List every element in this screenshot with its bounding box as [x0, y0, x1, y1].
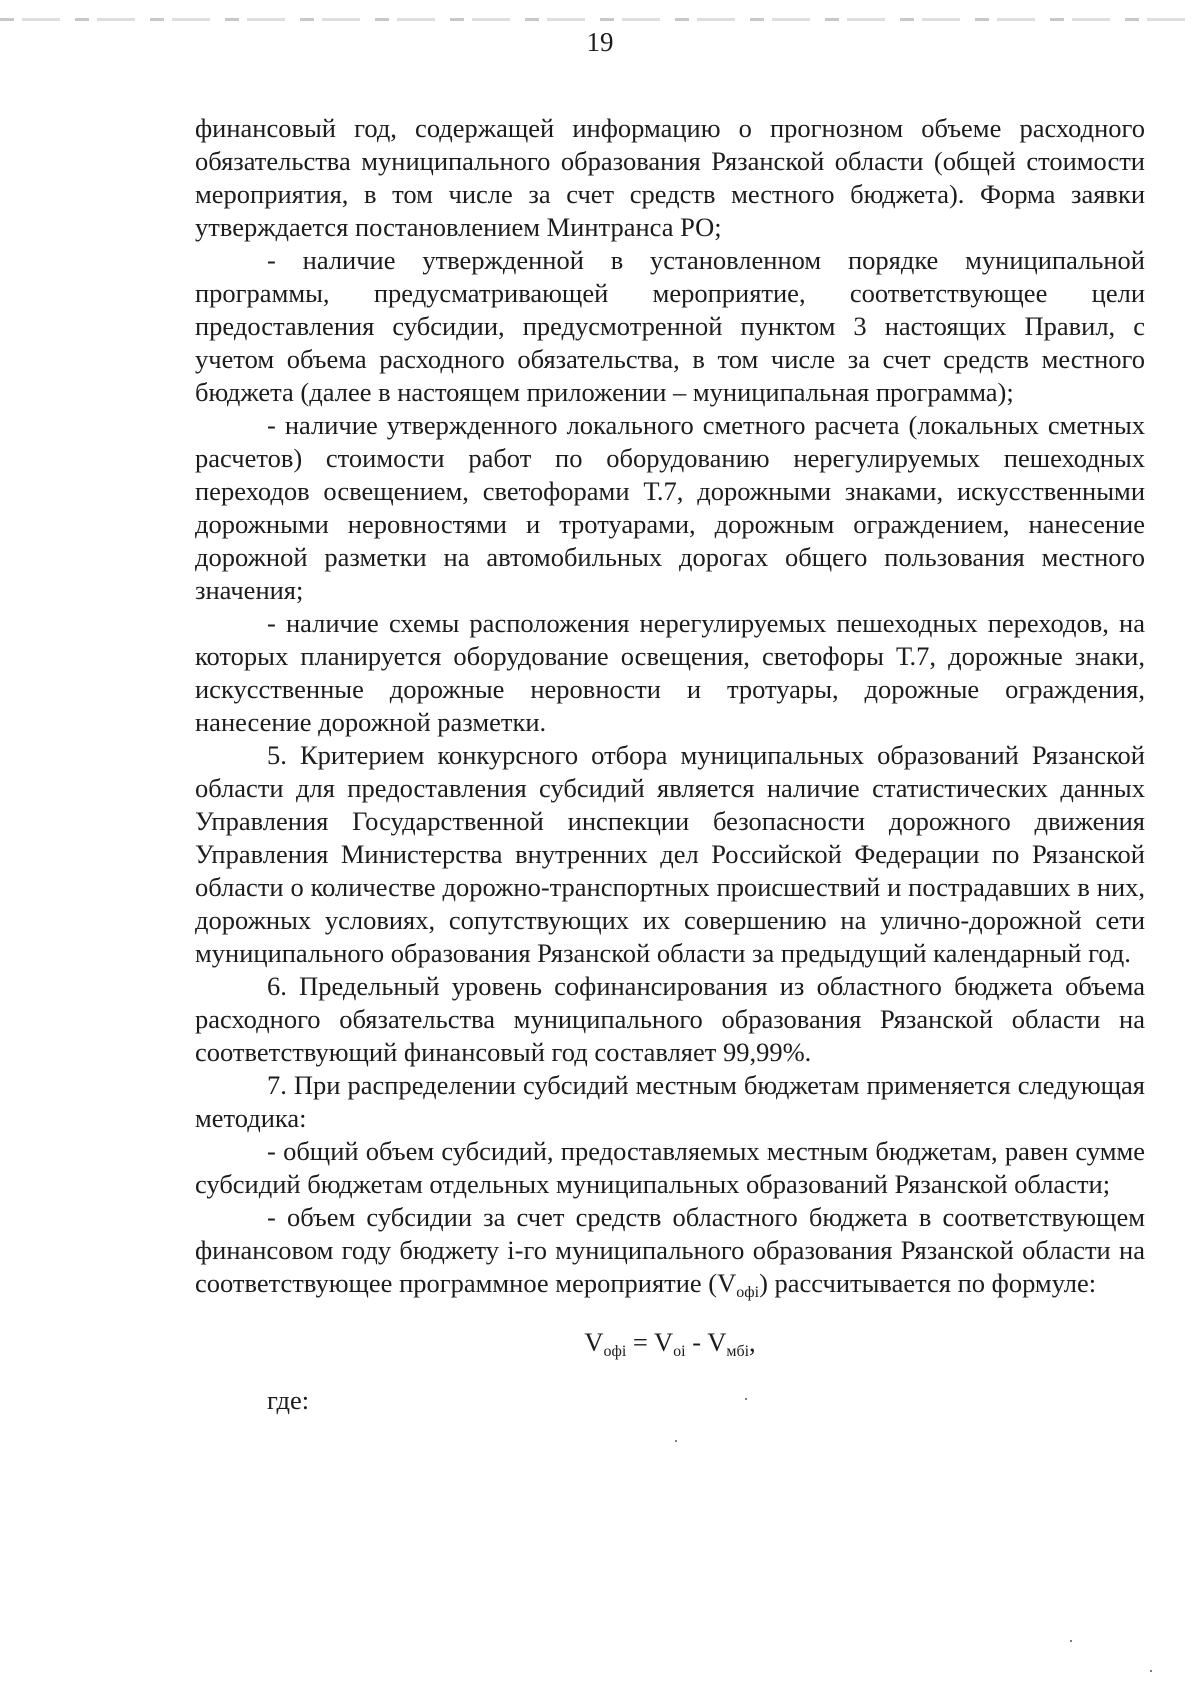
paragraph-crossing-scheme: - наличие схемы расположения нерегулируемых пешеходных переходов, на которых планируется оборудование освещения, светофоры Т.7, дорожные знаки, искусственные дорожные неровности и тротуары, дорожные ограждения, нанесение дорожной разметки.	[195, 608, 1145, 737]
formula-trailing-comma: ,	[749, 1327, 756, 1357]
subsidy-volume-subscript: офi	[736, 1284, 760, 1301]
paragraph-application-form: финансовый год, содержащей информацию о прогнозном объеме расходного обязательства муниципального образования Рязанской области (общей стоимости мероприятия, в том числе за счет средств местного бюджета). Форма заявки утверждается постановлением Минтранса РО;	[195, 113, 1145, 242]
paragraph-subsidy-volume	[195, 1201, 1145, 1300]
paragraph-selection-criterion: 5. Критерием конкурсного отбора муниципальных образований Рязанской области для предоставления субсидий является наличие статистических данных Управления Государственной инспекции безопасности дорожного движения Управления Министерства внутренних дел Российской Федерации по Рязанской области о количестве дорожно-транспортных происшествий и пострадавших в них, дорожных условиях, сопутствующих их совершению на улично-дорожной сети муниципального образования Рязанской области за предыдущий календарный год.	[195, 740, 1145, 968]
subsidy-formula	[195, 1322, 1145, 1362]
formula-term2-symbol: V	[707, 1327, 727, 1357]
formula-lhs-subscript: офi	[603, 1343, 627, 1360]
paragraph-cofinancing-level: 6. Предельный уровень софинансирования из областного бюджета объема расходного обязательства муниципального образования Рязанской области на соответствующий финансовый год составляет 99,99%.	[195, 971, 1145, 1067]
paragraph-total-subsidy: - общий объем субсидий, предоставляемых местным бюджетам, равен сумме субсидий бюджетам отдельных муниципальных образований Рязанской области;	[195, 1136, 1145, 1199]
subsidy-volume-text: - объем субсидии за счет средств областного бюджета в соответствующем финансовом году бюджету i-го муниципального образования Рязанской области на соответствующее программное мероприятие (V	[195, 1202, 1145, 1298]
scan-speck	[745, 1398, 747, 1400]
formula-term2-subscript: мбi	[726, 1343, 750, 1360]
scan-speck	[675, 1440, 677, 1442]
paragraph-distribution-method: 7. При распределении субсидий местным бюджетам применяется следующая методика:	[195, 1070, 1145, 1133]
scan-edge-artifact	[0, 18, 1200, 21]
paragraph-cost-estimate: - наличие утвержденного локального сметного расчета (локальных сметных расчетов) стоимости работ по оборудованию нерегулируемых пешеходных переходов освещением, светофорами Т.7, дорожными знаками, искусственными дорожными неровностями и тротуарами, дорожным ограждением, нанесение дорожной разметки на автомобильных дорогах общего пользования местного значения;	[195, 410, 1145, 605]
formula-lhs-symbol: V	[584, 1327, 604, 1357]
formula-equals: =	[626, 1327, 654, 1357]
scan-speck	[1070, 1640, 1072, 1642]
formula-minus: -	[685, 1327, 708, 1357]
paragraph-municipal-program: - наличие утвержденной в установленном порядке муниципальной программы, предусматривающей мероприятие, соответствующее цели предоставления субсидии, предусмотренной пунктом 3 настоящих Правил, с учетом объема расходного обязательства, в том числе за счет средств местного бюджета (далее в настоящем приложении – муниципальная программа);	[195, 245, 1145, 407]
scan-speck	[1150, 1670, 1152, 1672]
formula-term1-symbol: V	[653, 1327, 674, 1357]
where-label: где:	[267, 1385, 310, 1415]
document-body	[195, 112, 1145, 1417]
formula-term1-subscript: оi	[673, 1343, 686, 1360]
subsidy-volume-tail: ) рассчитывается по формуле:	[759, 1268, 1097, 1298]
page-number: 19	[586, 27, 614, 57]
